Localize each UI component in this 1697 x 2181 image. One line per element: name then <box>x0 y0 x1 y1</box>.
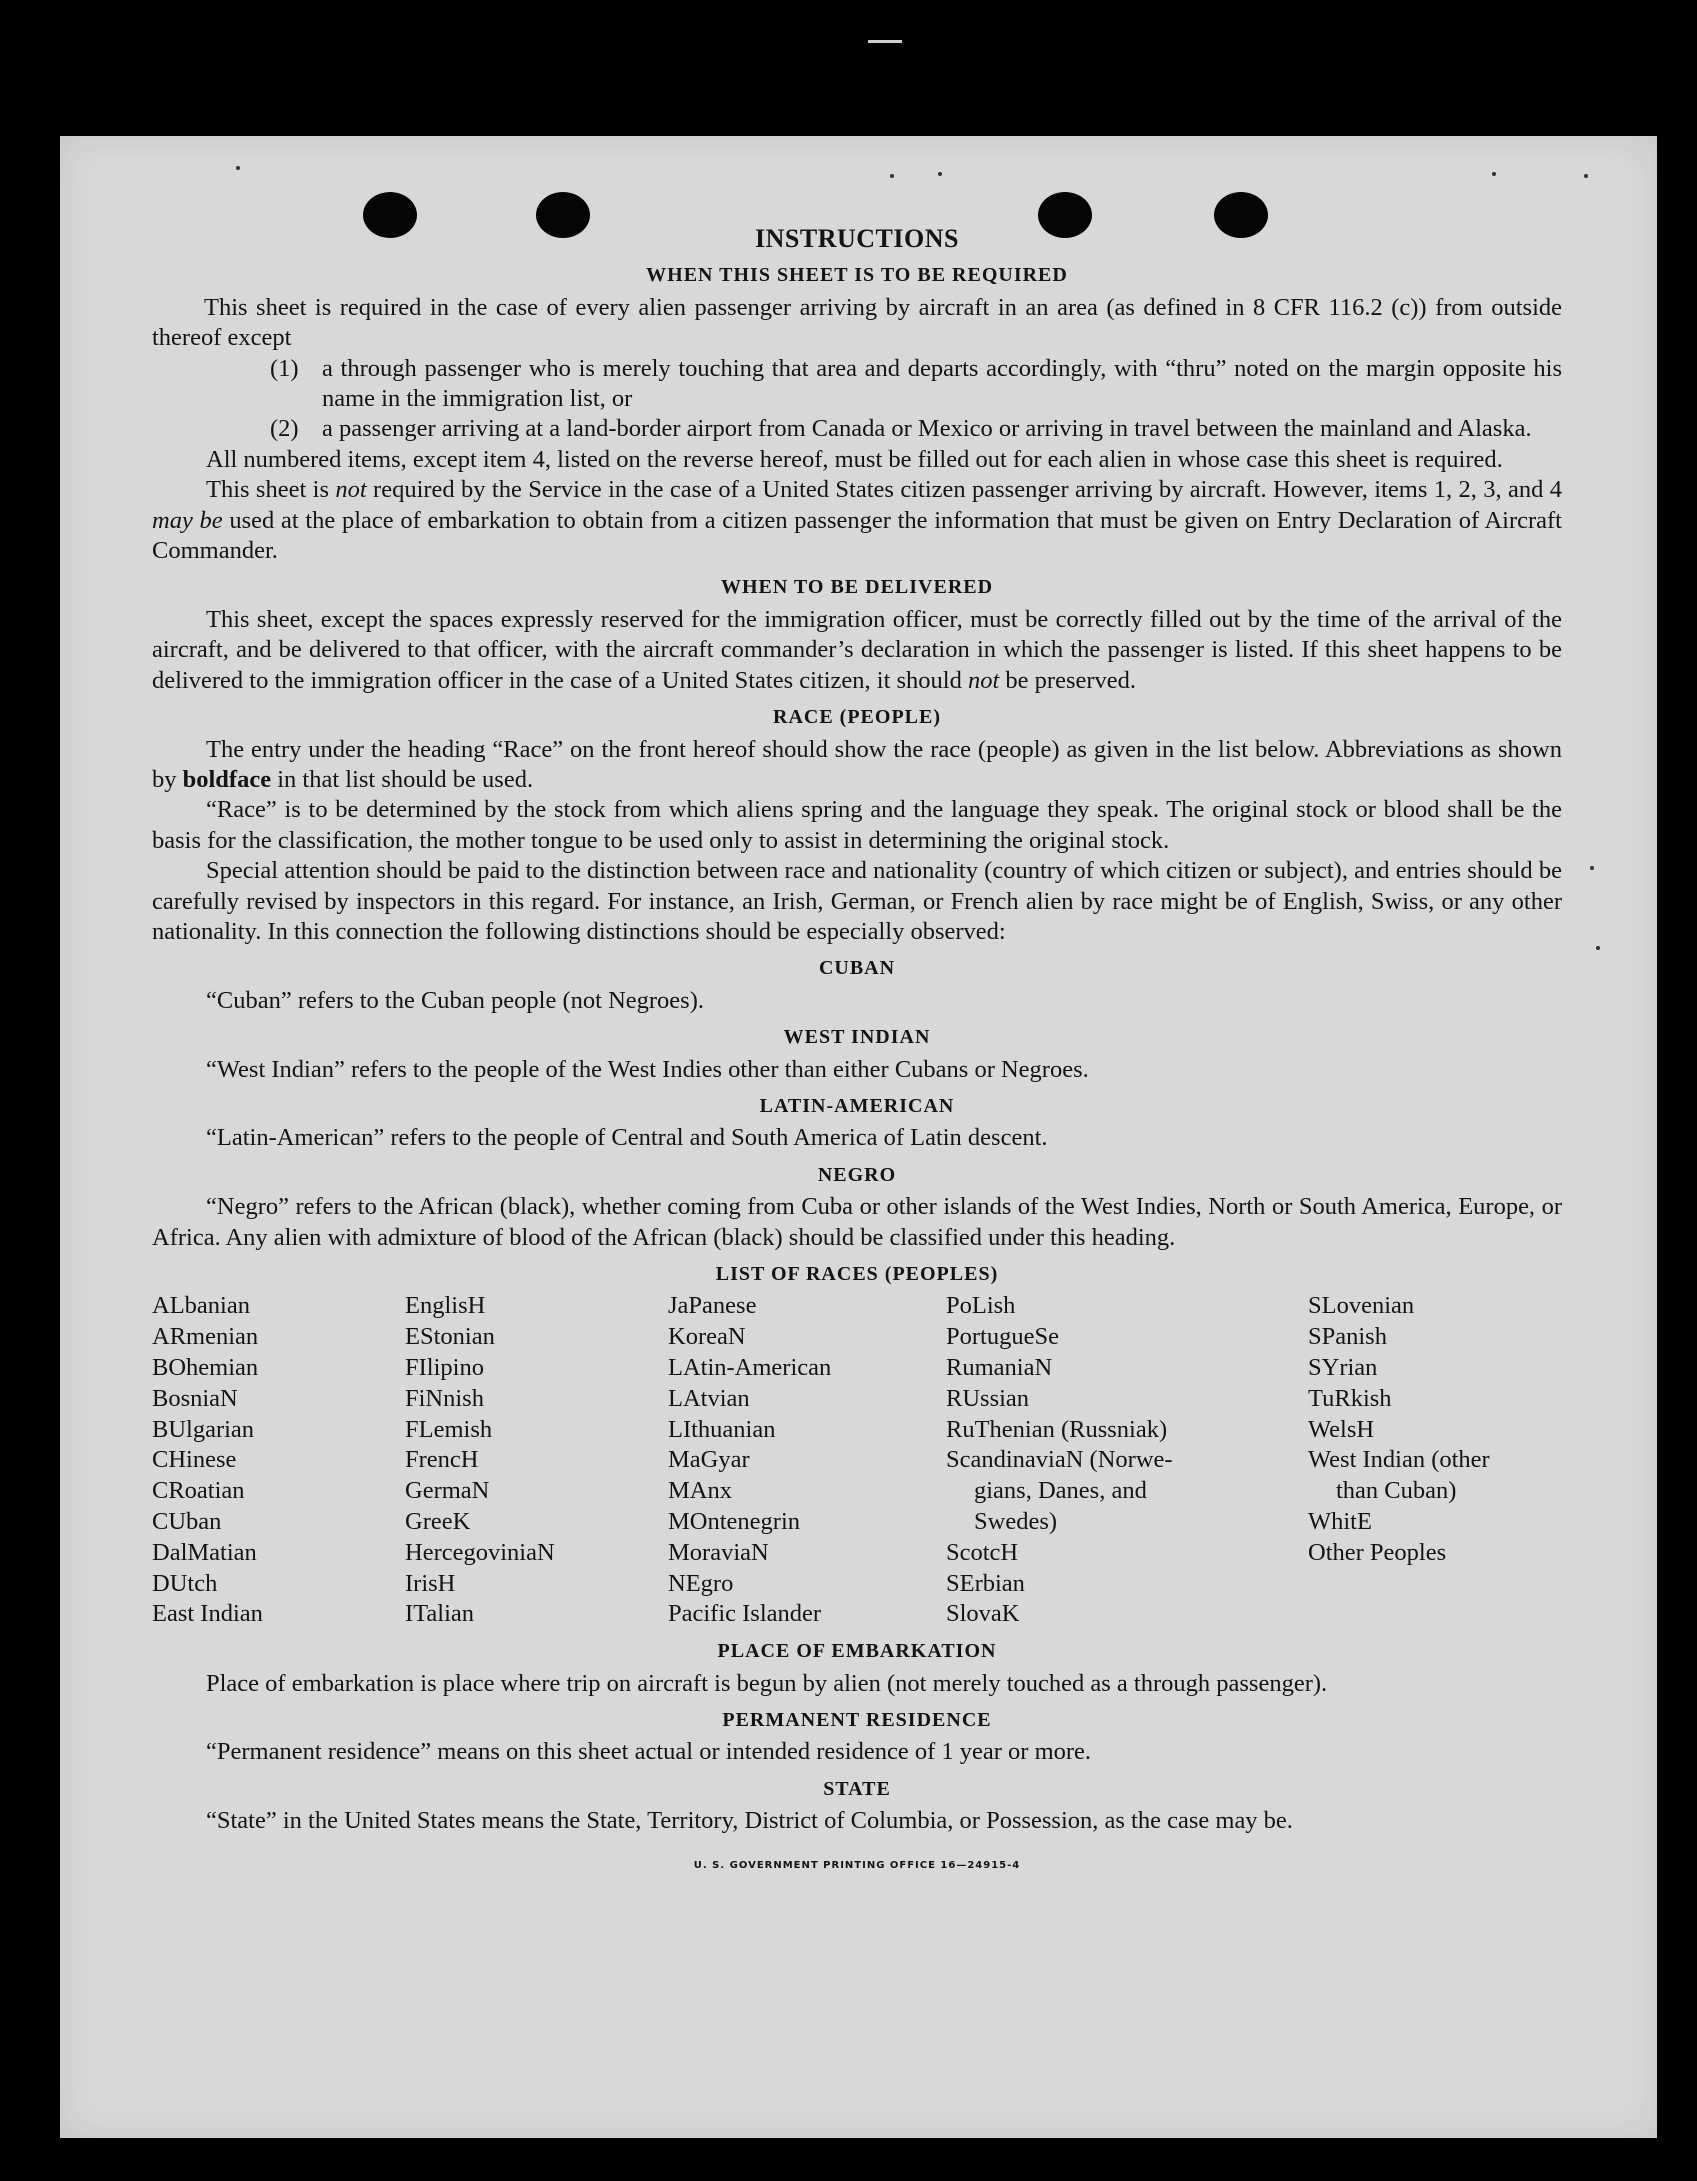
race-entry: TuRkish <box>1308 1384 1392 1412</box>
paragraph: “Negro” refers to the African (black), whether coming from Cuba or other islands of the West Indies, North or South America, Europe, or Africa. Any alien with admixture of blood of the African (black) should be classified under this heading. <box>152 1193 1562 1251</box>
heading-race: RACE (PEOPLE) <box>773 706 941 729</box>
race-entry: ALbanian <box>152 1292 250 1320</box>
paragraph <box>152 475 1562 566</box>
race-entry: CRoatian <box>152 1477 245 1505</box>
heading-when-delivered: WHEN TO BE DELIVERED <box>720 576 994 599</box>
race-entry: BUlgarian <box>152 1415 255 1443</box>
race-entry: East Indian <box>152 1600 263 1628</box>
race-entry: JaPanese <box>668 1292 757 1320</box>
race-entry: MAnx <box>668 1477 732 1505</box>
race-entry: ITalian <box>405 1600 475 1628</box>
race-entry: FrencH <box>405 1446 479 1474</box>
heading-state: STATE <box>823 1777 891 1800</box>
races-column <box>405 1291 668 1630</box>
list-item <box>270 354 1562 415</box>
race-entry: WhitE <box>1308 1507 1372 1535</box>
race-entry: LAtin-American <box>668 1354 832 1381</box>
race-entry: SLovenian <box>1308 1292 1415 1320</box>
speck <box>1596 946 1600 950</box>
text: required by the Service in the case of a United States citizen passenger arriving by aircraft. However, items 1, 2, 3, and 4 <box>366 476 1563 504</box>
race-entry: CUban <box>152 1507 222 1535</box>
race-entry: CHinese <box>152 1446 237 1474</box>
text: used at the place of embarkation to obtain from a citizen passenger the information that must be given on Entry Declaration of Aircraft Commander. <box>152 506 1562 565</box>
list-text: a passenger arriving at a land-border airport from Canada or Mexico or arriving in travel between the mainland and Alaska. <box>322 415 1532 443</box>
race-entry: LIthuanian <box>668 1415 776 1443</box>
top-edge-mark <box>868 40 902 43</box>
heading-place-of-embarkation: PLACE OF EMBARKATION <box>717 1640 997 1663</box>
races-column <box>1308 1291 1562 1630</box>
list-number: (2) <box>270 415 299 443</box>
race-entry: Swedes) <box>974 1507 1058 1535</box>
race-entry: Other Peoples <box>1308 1538 1447 1566</box>
race-entry: FiNnish <box>405 1384 484 1412</box>
document-sheet <box>60 136 1657 2138</box>
paragraph: This sheet is required in the case of every alien passenger arriving by aircraft in an area (as defined in 8 CFR 116.2 (c)) from outside thereof except <box>152 293 1562 352</box>
paragraph: Place of embarkation is place where trip on aircraft is begun by alien (not merely touched as a through passenger). <box>206 1669 1328 1697</box>
race-entry: RuThenian (Russniak) <box>946 1415 1168 1443</box>
race-entry: LAtvian <box>668 1384 750 1412</box>
race-entry: WelsH <box>1308 1415 1375 1443</box>
heading-west-indian: WEST INDIAN <box>783 1026 931 1049</box>
race-entry: DalMatian <box>152 1538 257 1566</box>
text: The entry under the heading “Race” on the front hereof should show the race (people) as given in the list below. Abbreviations as shown by <box>152 735 1562 793</box>
race-entry: gians, Danes, and <box>974 1477 1147 1505</box>
race-entry: HercegoviniaN <box>405 1538 555 1566</box>
paragraph: “Latin-American” refers to the people of Central and South America of Latin descent. <box>206 1124 1048 1152</box>
race-entry: ARmenian <box>152 1323 259 1351</box>
race-entry: MOntenegrin <box>668 1507 800 1535</box>
list-item <box>270 414 1562 444</box>
paragraph: “West Indian” refers to the people of the West Indies other than either Cubans or Negroes. <box>206 1055 1089 1083</box>
race-entry: GermaN <box>405 1477 490 1505</box>
heading-negro: NEGRO <box>817 1163 897 1186</box>
race-entry: MaGyar <box>668 1446 750 1474</box>
race-entry: FLemish <box>405 1415 493 1443</box>
race-entry: BOhemian <box>152 1354 259 1381</box>
speck <box>890 174 894 178</box>
text: This sheet, except the spaces expressly reserved for the immigration officer, must be correctly filled out by the time of the arrival of the aircraft, and be delivered to that officer, with the aircraft commander’s declaration in which the passenger is listed. If this sheet happens to be delivered to the immigration officer in the case of a United States citizen, it should <box>152 605 1562 694</box>
race-entry: SlovaK <box>946 1600 1020 1628</box>
race-entry: RumaniaN <box>946 1354 1053 1381</box>
text: in that list should be used. <box>271 765 534 793</box>
list-text: a through passenger who is merely touching that area and departs accordingly, with “thru” noted on the margin opposite his name in the immigration list, or <box>322 354 1562 413</box>
paragraph: Special attention should be paid to the distinction between race and nationality (country of which citizen or subject), and entries should be carefully revised by inspectors in this regard. For instance, an Irish, German, or French alien by race might be of English, Swiss, or any other nationality. In this connection the following distinctions should be especially observed: <box>152 857 1562 945</box>
race-entry: West Indian (other <box>1308 1446 1490 1474</box>
paragraph <box>152 735 1562 796</box>
races-column <box>152 1291 405 1630</box>
race-entry: FIlipino <box>405 1354 484 1381</box>
heading-cuban: CUBAN <box>818 957 896 980</box>
heading-when-required: WHEN THIS SHEET IS TO BE REQUIRED <box>646 264 1068 287</box>
speck <box>938 172 942 176</box>
race-entry: than Cuban) <box>1336 1477 1457 1505</box>
text: be preserved. <box>999 666 1137 694</box>
races-table <box>152 1291 1562 1630</box>
race-entry: EnglisH <box>405 1292 486 1320</box>
bold-text: boldface <box>182 765 272 793</box>
printing-office-footer: U. S. GOVERNMENT PRINTING OFFICE 16—24915-4 <box>693 1859 1021 1871</box>
race-entry: DUtch <box>152 1569 218 1597</box>
italic-text: may be <box>152 506 223 534</box>
speck <box>1590 866 1594 870</box>
heading-permanent-residence: PERMANENT RESIDENCE <box>722 1708 992 1731</box>
race-entry: PoLish <box>946 1292 1016 1320</box>
text: This sheet is <box>206 476 336 504</box>
race-entry: ScandinaviaN (Norwe- <box>946 1446 1173 1474</box>
italic-text: not <box>967 666 1000 694</box>
paragraph <box>152 605 1562 696</box>
race-entry: SPanish <box>1308 1323 1387 1351</box>
race-entry: SErbian <box>946 1569 1025 1597</box>
race-entry: IrisH <box>405 1569 456 1597</box>
race-entry: PortugueSe <box>946 1323 1059 1351</box>
race-entry: GreeK <box>405 1507 471 1535</box>
race-entry: KoreaN <box>668 1323 746 1351</box>
race-entry: SYrian <box>1308 1354 1378 1381</box>
race-entry: BosniaN <box>152 1384 238 1412</box>
race-entry: ScotcH <box>946 1538 1019 1566</box>
paragraph: All numbered items, except item 4, listed on the reverse hereof, must be filled out for each alien in whose case this sheet is required. <box>206 445 1503 473</box>
paragraph: “Permanent residence” means on this sheet actual or intended residence of 1 year or more. <box>206 1738 1092 1766</box>
heading-latin-american: LATIN-AMERICAN <box>759 1094 955 1117</box>
race-entry: MoraviaN <box>668 1538 769 1566</box>
race-entry: RUssian <box>946 1384 1030 1412</box>
paragraph: “Cuban” refers to the Cuban people (not Negroes). <box>206 986 704 1014</box>
race-entry: NEgro <box>668 1569 734 1597</box>
paragraph: “State” in the United States means the State, Territory, District of Columbia, or Possession, as the case may be. <box>206 1807 1293 1835</box>
race-entry: EStonian <box>405 1323 495 1351</box>
list-number: (1) <box>270 354 299 382</box>
speck <box>1584 174 1588 178</box>
race-entry: Pacific Islander <box>668 1600 822 1628</box>
instructions-content <box>152 224 1562 1881</box>
races-column <box>946 1291 1308 1630</box>
races-column <box>668 1291 946 1630</box>
speck <box>1492 172 1496 176</box>
speck <box>236 166 240 170</box>
italic-text: not <box>335 476 367 504</box>
paragraph: “Race” is to be determined by the stock from which aliens spring and the language they speak. The original stock or blood shall be the basis for the classification, the mother tongue to be used only to assist in determining the original stock. <box>152 796 1562 854</box>
page-title: INSTRUCTIONS <box>755 224 959 253</box>
heading-list-of-races: LIST OF RACES (PEOPLES) <box>715 1263 999 1285</box>
